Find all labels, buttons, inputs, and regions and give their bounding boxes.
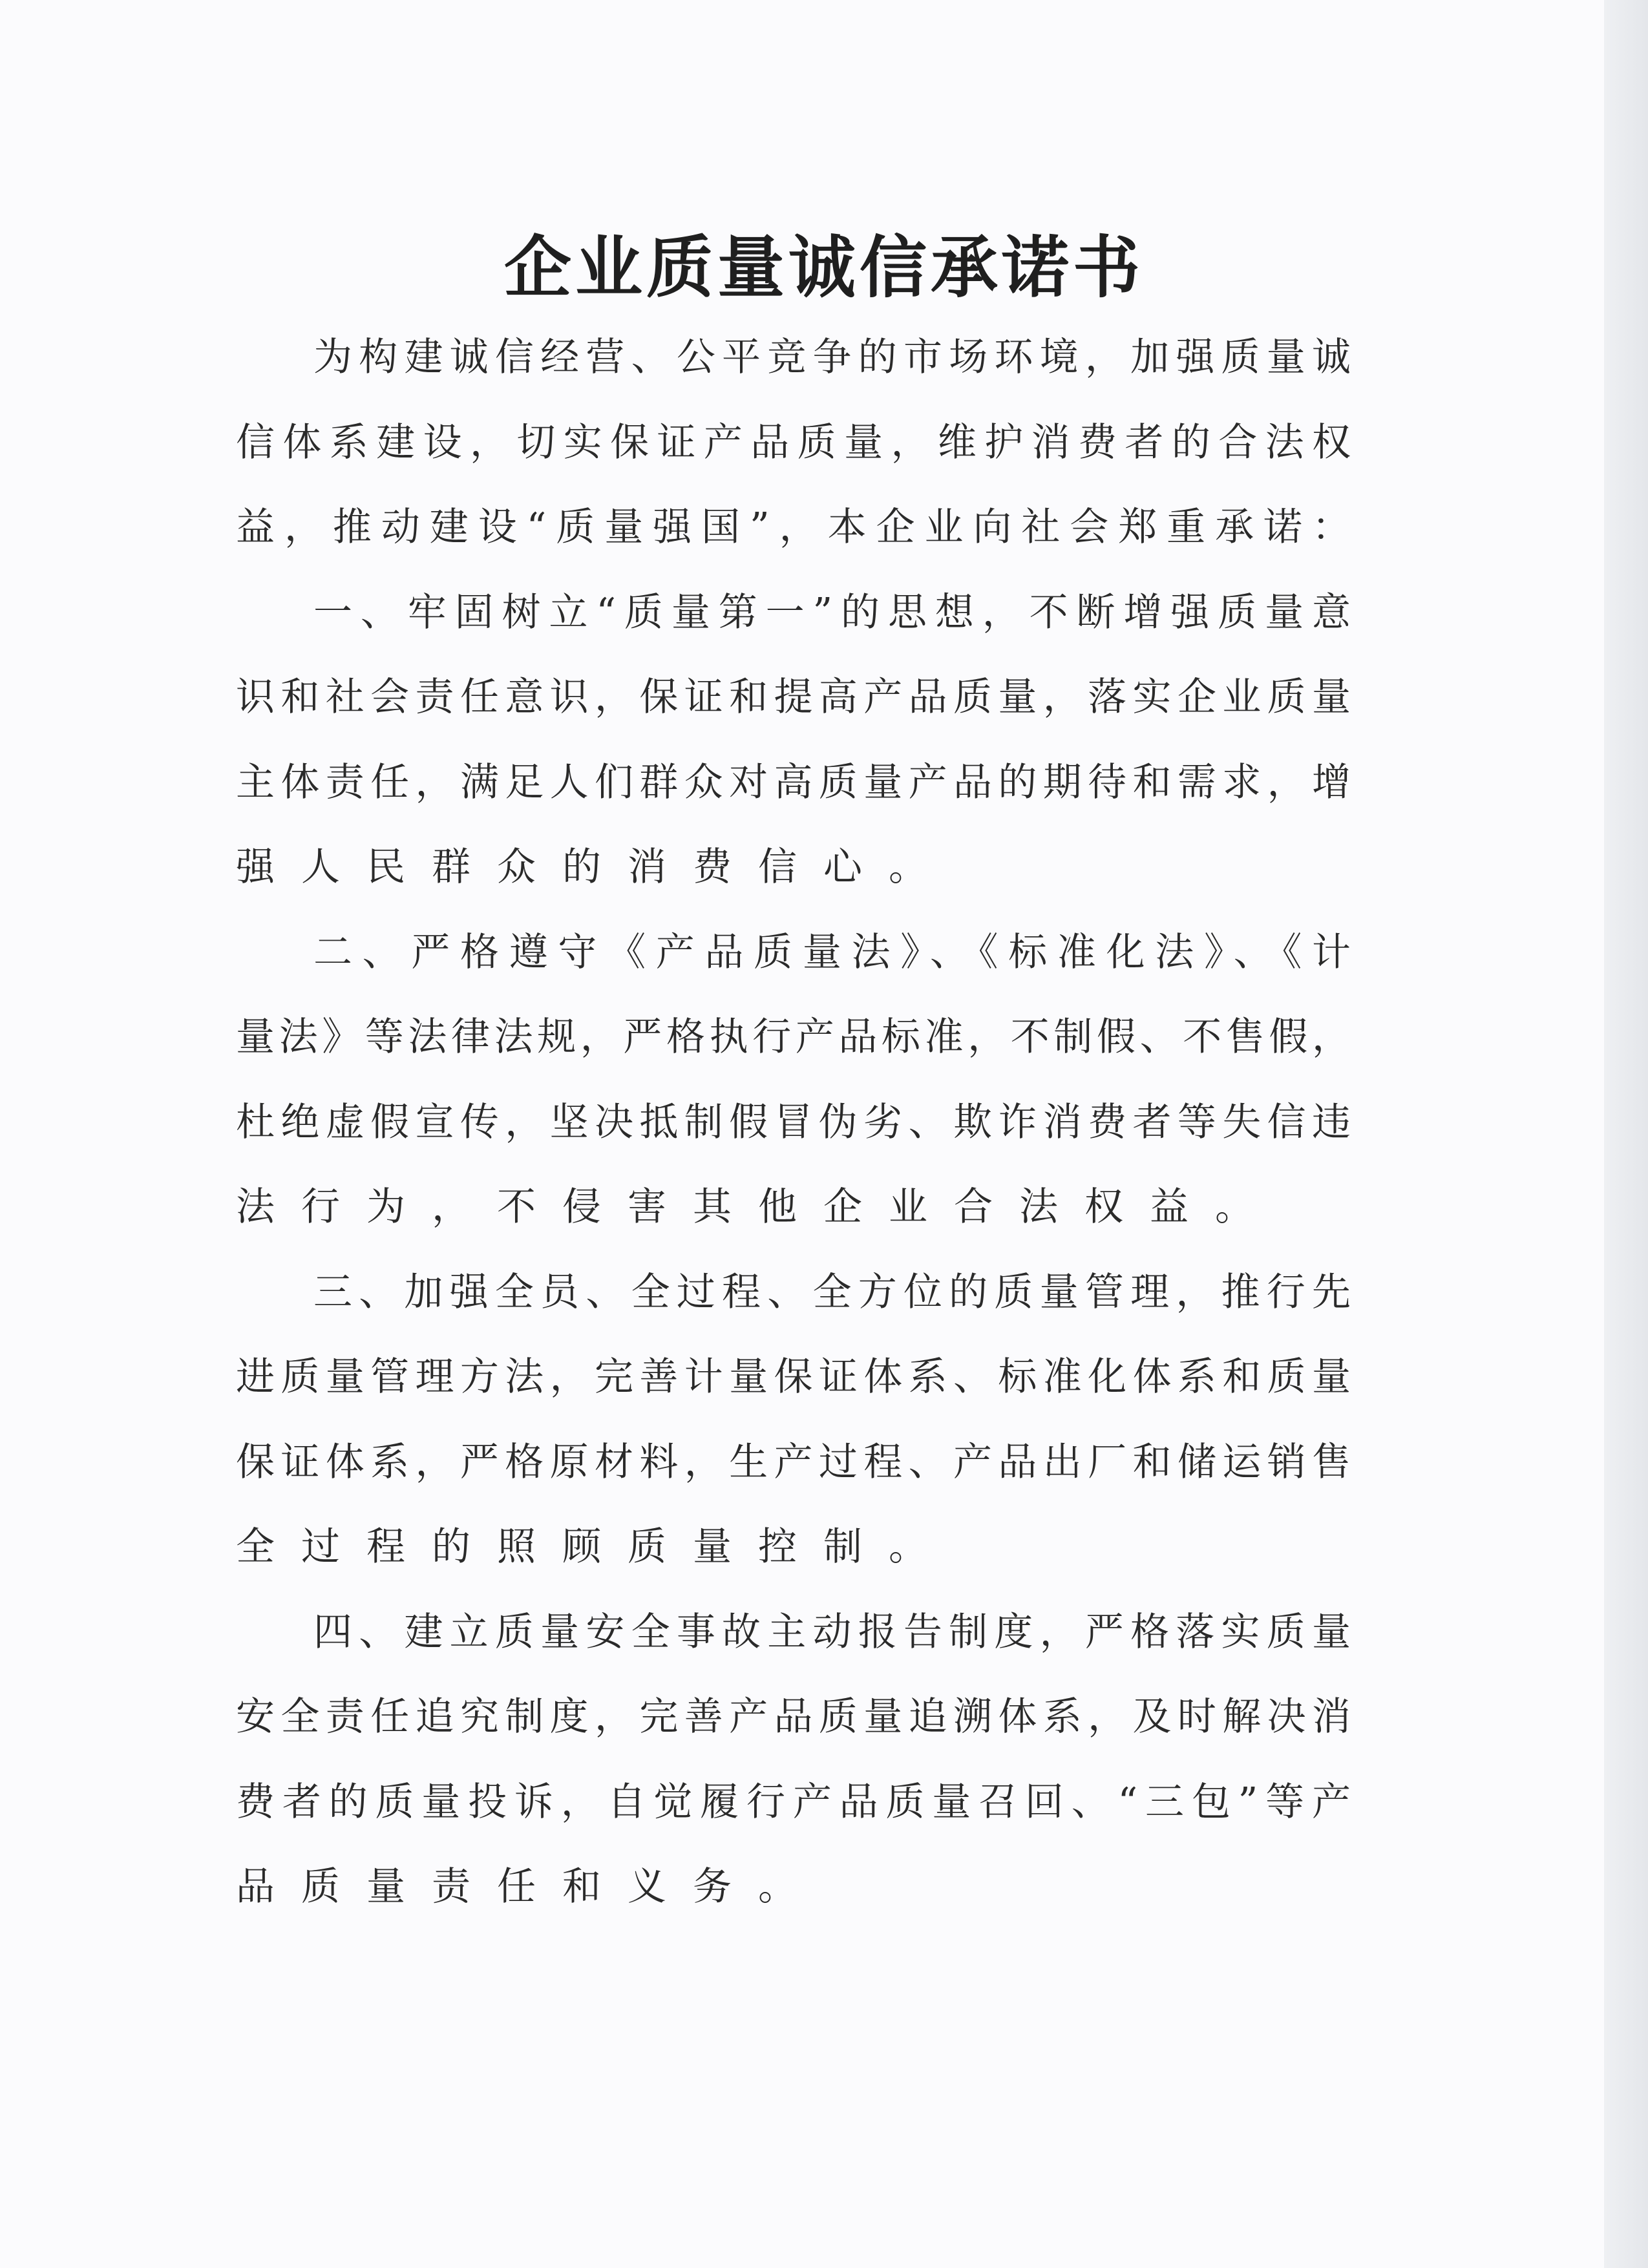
paragraph-4-line: 三、加强全员、全过程、全方位的质量管理，推行先	[313, 1269, 1351, 1315]
paragraph-3-line: 量法》等法律法规，严格执行产品标准，不制假、不售假，	[236, 1014, 1351, 1060]
paragraph-2-line: 一、牢固树立“质量第一”的思想，不断增强质量意	[313, 589, 1351, 635]
document-body	[236, 315, 1351, 1930]
paragraph-4-line: 全过程的照顾质量控制。	[236, 1524, 954, 1570]
paragraph-5-line: 安全责任追究制度，完善产品质量追溯体系，及时解决消	[236, 1694, 1351, 1739]
paragraph-2-line: 强人民群众的消费信心。	[236, 845, 954, 890]
paragraph-5-line: 品质量责任和义务。	[236, 1864, 823, 1909]
scan-edge	[1604, 0, 1648, 2268]
paragraph-5-line: 费者的质量投诉，自觉履行产品质量召回、“三包”等产	[236, 1779, 1351, 1825]
paragraph-4-line: 保证体系，严格原材料，生产过程、产品出厂和储运销售	[236, 1439, 1351, 1485]
paragraph-2-line: 主体责任，满足人们群众对高质量产品的期待和需求，增	[236, 759, 1351, 805]
paragraph-5-line: 四、建立质量安全事故主动报告制度，严格落实质量	[313, 1609, 1351, 1655]
document-title: 企业质量诚信承诺书	[503, 228, 1144, 307]
paragraph-4-line: 进质量管理方法，完善计量保证体系、标准化体系和质量	[236, 1354, 1351, 1400]
paragraph-1-line: 益，推动建设“质量强国”，本企业向社会郑重承诺：	[236, 505, 1351, 550]
paragraph-3-line: 二、严格遵守《产品质量法》、《标准化法》、《计	[313, 929, 1351, 975]
paragraph-1-line: 信体系建设，切实保证产品质量，维护消费者的合法权	[236, 419, 1351, 465]
paragraph-3-line: 杜绝虚假宣传，坚决抵制假冒伪劣、欺诈消费者等失信违	[236, 1099, 1351, 1145]
paragraph-3-line: 法行为，不侵害其他企业合法权益。	[236, 1184, 1280, 1230]
paragraph-2-line: 识和社会责任意识，保证和提高产品质量，落实企业质量	[236, 675, 1351, 720]
paragraph-1-line: 为构建诚信经营、公平竞争的市场环境，加强质量诚	[313, 335, 1351, 380]
